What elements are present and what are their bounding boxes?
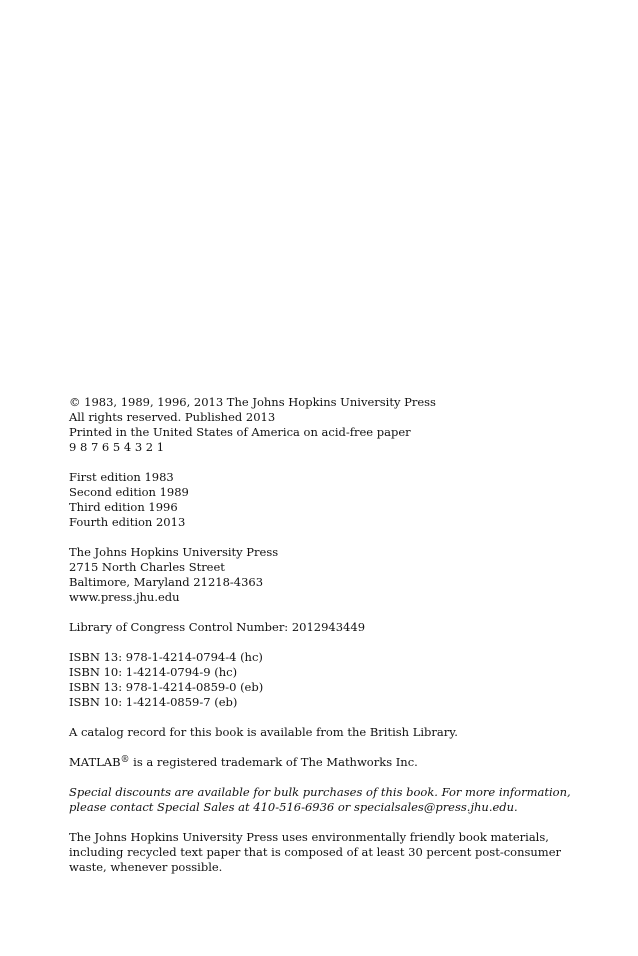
editions-block — [69, 470, 589, 530]
trademark-text: is a registered trademark of The Mathworks Inc. — [129, 755, 418, 769]
copyright-block — [69, 395, 589, 455]
printing-line: Printed in the United States of America on acid-free paper — [69, 425, 411, 439]
publisher-street: 2715 North Charles Street — [69, 560, 225, 574]
environmental-note-block — [69, 830, 589, 875]
copyright-line: © 1983, 1989, 1996, 2013 The Johns Hopkins University Press — [69, 395, 436, 409]
isbn-line: ISBN 13: 978-1-4214-0794-4 (hc) — [69, 650, 263, 664]
publisher-name: The Johns Hopkins University Press — [69, 545, 279, 559]
isbn-line: ISBN 10: 1-4214-0859-7 (eb) — [69, 695, 238, 709]
copyright-page — [69, 395, 589, 890]
trademark-line — [69, 755, 589, 770]
rights-line: All rights reserved. Published 2013 — [69, 410, 276, 424]
lccn-block — [69, 620, 589, 635]
registered-symbol: ® — [120, 755, 130, 765]
print-run-line: 9 8 7 6 5 4 3 2 1 — [69, 440, 165, 454]
edition-line: Second edition 1989 — [69, 485, 189, 499]
edition-line: Fourth edition 2013 — [69, 515, 186, 529]
isbn-line: ISBN 10: 1-4214-0794-9 (hc) — [69, 665, 238, 679]
trademark-brand: MATLAB — [69, 755, 121, 769]
trademark-block — [69, 755, 589, 770]
publisher-website: www.press.jhu.edu — [69, 590, 180, 604]
publisher-city: Baltimore, Maryland 21218-4363 — [69, 575, 264, 589]
environmental-note-text: The Johns Hopkins University Press uses environmentally friendly book materials, including recycled text paper that is composed of at least 30 percent post-consumer waste, whenever possible. — [69, 830, 562, 874]
isbn-block — [69, 650, 589, 710]
lccn-line: Library of Congress Control Number: 2012943449 — [69, 620, 366, 634]
special-discounts-text: Special discounts are available for bulk purchases of this book. For more information, please contact Special Sales at 410-516-6936 or specialsales@press.jhu.edu. — [69, 785, 571, 814]
edition-line: Third edition 1996 — [69, 500, 178, 514]
edition-line: First edition 1983 — [69, 470, 174, 484]
isbn-line: ISBN 13: 978-1-4214-0859-0 (eb) — [69, 680, 264, 694]
catalog-record-block — [69, 725, 589, 740]
special-discounts-block — [69, 785, 589, 815]
catalog-record-line: A catalog record for this book is available from the British Library. — [69, 725, 458, 739]
publisher-address-block — [69, 545, 589, 605]
